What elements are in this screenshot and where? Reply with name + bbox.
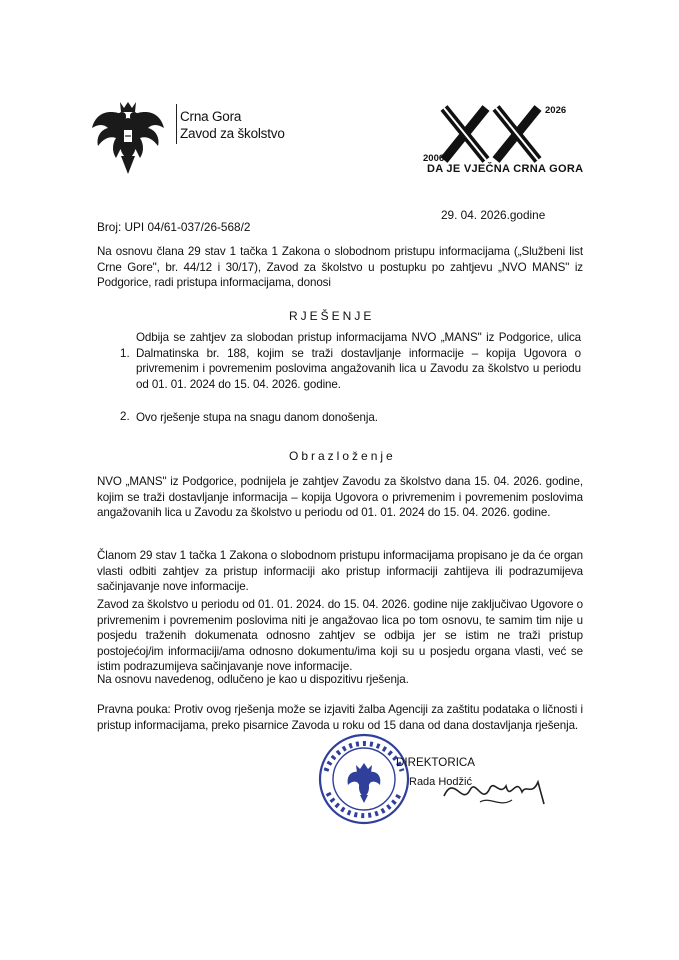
country-name: Crna Gora (180, 109, 242, 124)
signatory-title: DIREKTORICA (396, 756, 476, 769)
handwritten-signature (440, 766, 550, 821)
coat-of-arms-icon (88, 98, 168, 183)
institution-block (180, 108, 285, 142)
signatory-name: Rada Hodžić (409, 776, 472, 788)
reasoning-paragraph: Na osnovu navedenog, odlučeno je kao u dispozitivu rješenja. (97, 673, 409, 686)
official-stamp (316, 731, 412, 832)
reasoning-paragraph: Članom 29 stav 1 tačka 1 Zakona o slobodnom pristupu informacijama propisano je da će organ vlasti odbiti zahtjev za pristup informaciji ako pristup informaciji zahtijeva ili podrazumijeva sačinjavanje nove informacije. (97, 549, 583, 593)
decision-item: Odbija se zahtjev za slobodan pristup informacijama NVO „MANS" iz Podgorice, ulica Dalmatinska br. 188, kojim se traži dostavljanje informacije – kopija Ugovora o privremenim i povremenim poslovima angažovanih lica u Zavodu za školstvo u periodu od 01. 01. 2024 do 15. 04. 2026. godine. (136, 331, 581, 391)
reasoning-paragraph: Zavod za školstvo u periodu od 01. 01. 2024. do 15. 04. 2026. godine nije zaključivao Ugovore o privremenim i povremenim poslovima niti je angažovao lica po tom osnovu, te samim tim nije u posjedu traženih dokumenata odnosno zahtjev se odbija jer se istim ne traži pristup postojećoj/im informaciji/ama odnosno dokumentu/ima koji su u posjedu organa vlasti, već se istim podrazumijeva sačinjavanje nove informacije. (97, 598, 583, 673)
legal-notice: Pravna pouka: Protiv ovog rješenja može se izjaviti žalba Agenciji za zaštitu podataka o ličnosti i pristup informacijama, preko pisarnice Zavoda u roku od 15 dana od dana dostavljanja rješenja. (97, 703, 583, 732)
intro-paragraph: Na osnovu člana 29 stav 1 tačka 1 Zakona o slobodnom pristupu informacijama („Službeni list Crne Gore", br. 44/12 i 30/17), Zavod za školstvo u postupku po zahtjevu „NVO MANS" iz Podgorice, radi pristupa informacijama, donosi (97, 245, 583, 289)
reasoning-title: Obrazloženje (289, 449, 396, 463)
decision-item-number: 1. (120, 347, 130, 360)
reasoning-paragraph: NVO „MANS" iz Podgorice, podnijela je zahtjev Zavodu za školstvo dana 15. 04. 2026. godine, kojim se traži dostavljanje informacija – kopija Ugovora o privremenim i povremenim poslovima angažovanih lica u Zavodu za školstvo u periodu od 01. 01. 2024 do 15. 04. 2026. godine. (97, 475, 583, 519)
document-number: Broj: UPI 04/61-037/26-568/2 (97, 220, 251, 234)
anniversary-year-end: 2026 (545, 105, 567, 116)
document-date: 29. 04. 2026.godine (441, 208, 546, 222)
anniversary-year-start: 2006 (423, 153, 445, 164)
anniversary-caption: DA JE VJEČNA CRNA GORA (427, 163, 584, 175)
decision-item: Ovo rješenje stupa na snagu danom donošenja. (136, 411, 378, 424)
header-divider (176, 104, 177, 144)
institution-name: Zavod za školstvo (180, 126, 285, 141)
decision-title: RJEŠENJE (289, 309, 375, 323)
decision-item-number: 2. (120, 410, 130, 423)
